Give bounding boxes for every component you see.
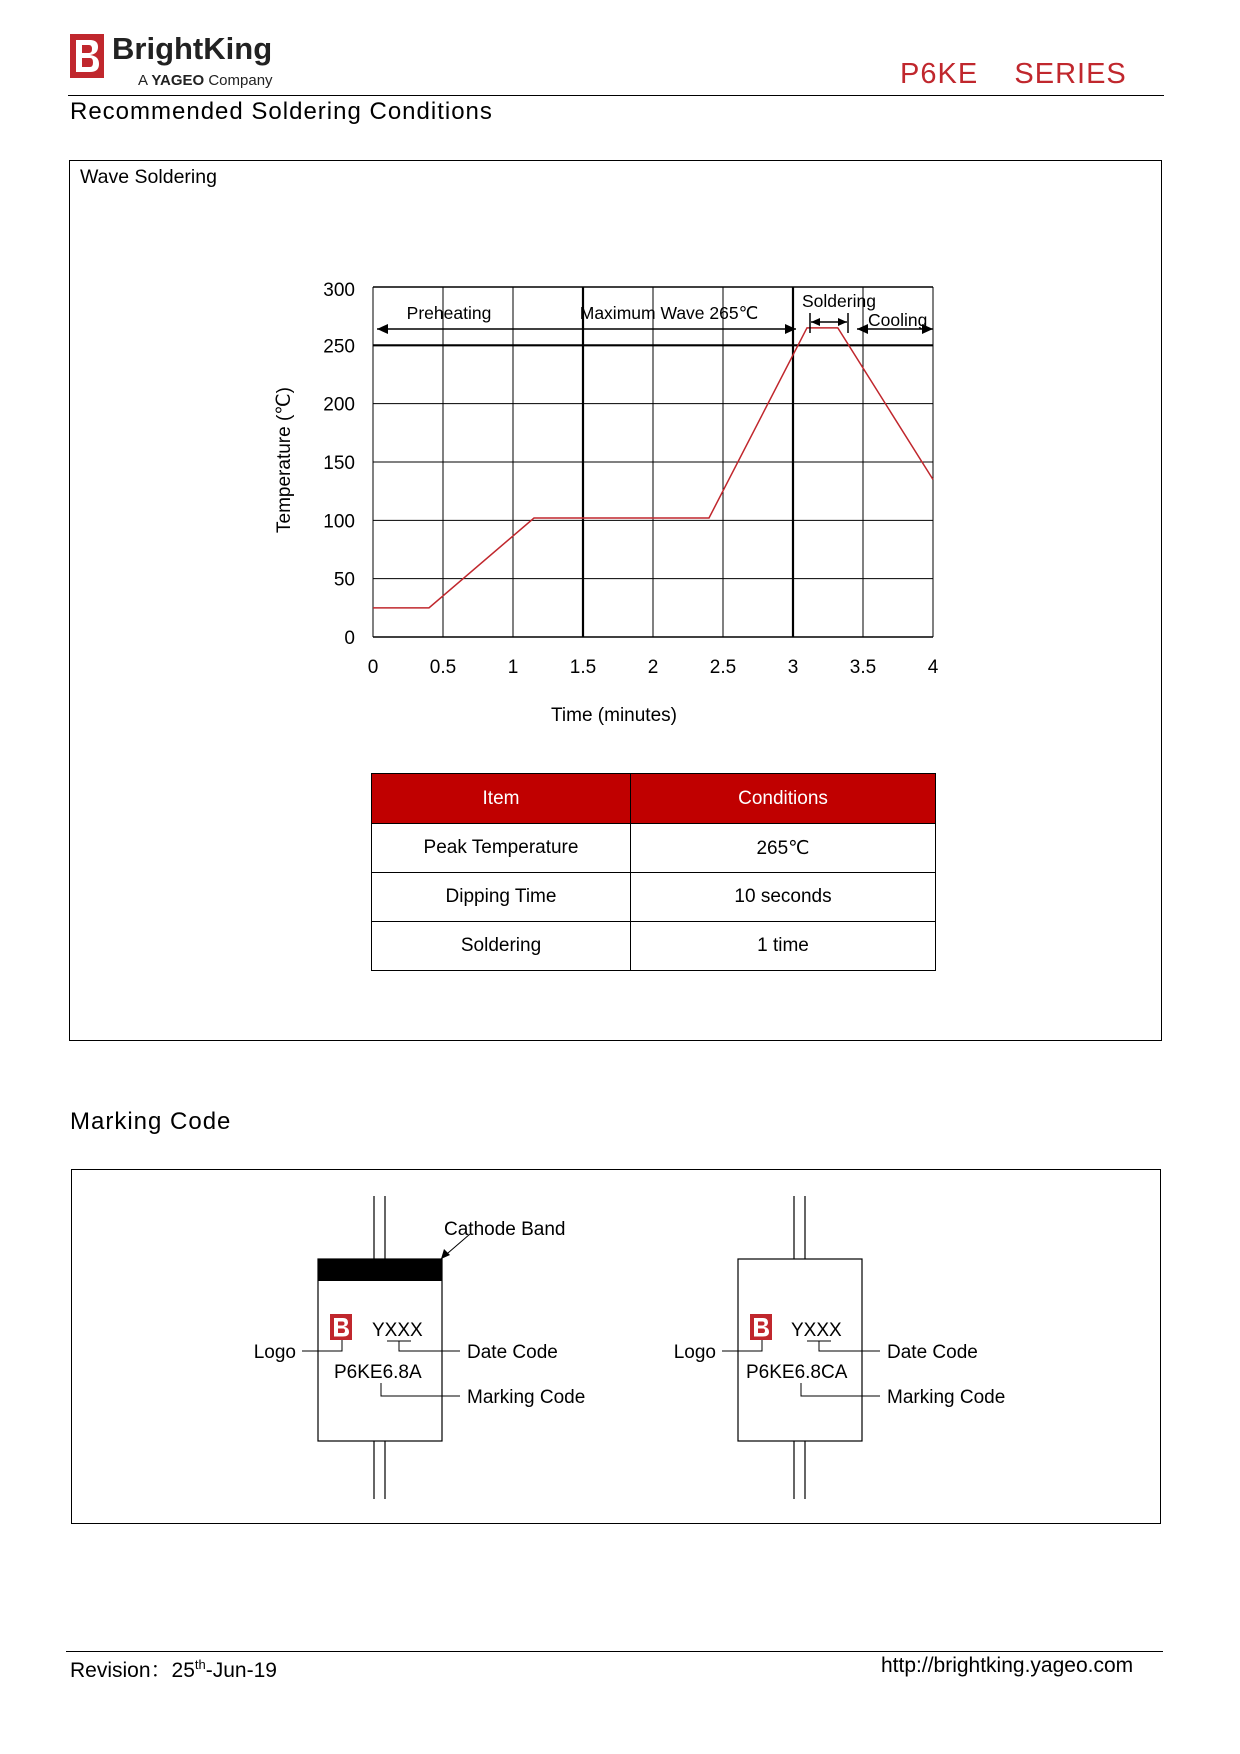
- arrowhead-left: [811, 318, 820, 326]
- brand-sub-prefix: A: [138, 72, 148, 89]
- table-cell: Peak Temperature: [372, 824, 631, 873]
- marking-code-label: Marking Code: [467, 1387, 586, 1408]
- table-header-row: [372, 774, 936, 824]
- x-tick-label: 0: [367, 657, 379, 678]
- cooling-label: Cooling: [868, 310, 928, 330]
- date-code-value: YXXX: [372, 1320, 423, 1341]
- y-tick-label: 250: [323, 336, 355, 358]
- wave-soldering-chart: [260, 275, 960, 735]
- marking-diagram: [71, 1169, 1161, 1524]
- logo-label: Logo: [253, 1342, 296, 1363]
- arrowhead-left: [377, 324, 388, 334]
- maximum-wave-label: Maximum Wave 265℃: [579, 303, 759, 323]
- table-cell: 265℃: [631, 824, 936, 873]
- arrowhead-right: [785, 324, 796, 334]
- x-axis-label: Time (minutes): [551, 705, 677, 726]
- brightking-logo: [68, 28, 308, 92]
- table-cell: 1 time: [631, 922, 936, 971]
- y-tick-label: 50: [333, 569, 355, 591]
- brightking-logo-icon: [330, 1314, 352, 1340]
- brand-name: BrightKing: [112, 31, 273, 66]
- y-tick-label: 300: [323, 280, 355, 301]
- marking-code-value: P6KE6.8A: [334, 1362, 422, 1383]
- website-link[interactable]: http://brightking.yageo.com: [881, 1654, 1134, 1677]
- series-title: P6KE SERIES: [900, 58, 1127, 90]
- y-tick-label: 0: [344, 628, 355, 649]
- cathode-band-label: Cathode Band: [444, 1219, 566, 1240]
- table-cell: Soldering: [372, 922, 631, 971]
- date-code-label: Date Code: [887, 1342, 978, 1363]
- cathode-band: [318, 1259, 442, 1281]
- table-header-item: Item: [372, 774, 631, 824]
- arrowhead-right: [838, 318, 847, 326]
- header-divider: [68, 95, 1164, 96]
- soldering-label: Soldering: [802, 291, 876, 311]
- y-tick-label: 150: [323, 453, 355, 474]
- table-row: [372, 922, 936, 971]
- logo-label: Logo: [673, 1342, 716, 1363]
- revision-day: 25: [171, 1659, 195, 1682]
- marking-section-title: Marking Code: [70, 1108, 232, 1135]
- y-tick-label: 100: [323, 511, 355, 533]
- svg-text:A YAGEO Company: [138, 72, 273, 89]
- marking-code-label: Marking Code: [887, 1387, 1006, 1408]
- y-axis-label: Temperature (℃): [274, 387, 295, 533]
- table-row: [372, 824, 936, 873]
- revision-text: [70, 1654, 277, 1684]
- revision-prefix: Revision：: [70, 1659, 172, 1682]
- brightking-b-icon: [70, 34, 104, 78]
- revision-rest: -Jun-19: [205, 1659, 277, 1682]
- revision-day-suffix: th: [194, 1657, 206, 1672]
- x-tick-label: 1: [507, 657, 519, 678]
- chart-ticks: [323, 280, 938, 678]
- preheating-label: Preheating: [406, 303, 492, 323]
- device-left: [254, 1196, 586, 1499]
- table-cell: 10 seconds: [631, 873, 936, 922]
- brand-sub-yageo: YAGEO: [151, 72, 205, 89]
- brightking-logo-icon: [750, 1314, 772, 1340]
- footer-divider: [66, 1651, 1163, 1652]
- marking-code-value: P6KE6.8CA: [746, 1362, 848, 1383]
- chart-annotations: [377, 291, 933, 334]
- brand-sub-suffix: Company: [208, 72, 273, 89]
- table-header-conditions: Conditions: [631, 774, 936, 824]
- x-tick-label: 0.5: [429, 657, 457, 678]
- conditions-table: [371, 773, 936, 971]
- x-tick-label: 1.5: [569, 657, 597, 678]
- soldering-section-title: Recommended Soldering Conditions: [70, 98, 493, 125]
- table-cell: Dipping Time: [372, 873, 631, 922]
- x-tick-label: 2.5: [709, 657, 737, 678]
- table-row: [372, 873, 936, 922]
- y-tick-label: 200: [323, 394, 355, 416]
- device-body: [318, 1259, 442, 1441]
- x-tick-label: 3.5: [849, 657, 877, 678]
- date-code-label: Date Code: [467, 1342, 558, 1363]
- wave-soldering-label: Wave Soldering: [80, 166, 217, 188]
- x-tick-label: 3: [787, 657, 799, 678]
- x-tick-label: 4: [927, 657, 939, 678]
- x-tick-label: 2: [647, 657, 659, 678]
- arrowhead: [441, 1249, 450, 1259]
- date-code-value: YXXX: [791, 1320, 842, 1341]
- device-body: [738, 1259, 862, 1441]
- device-right: [674, 1196, 1006, 1499]
